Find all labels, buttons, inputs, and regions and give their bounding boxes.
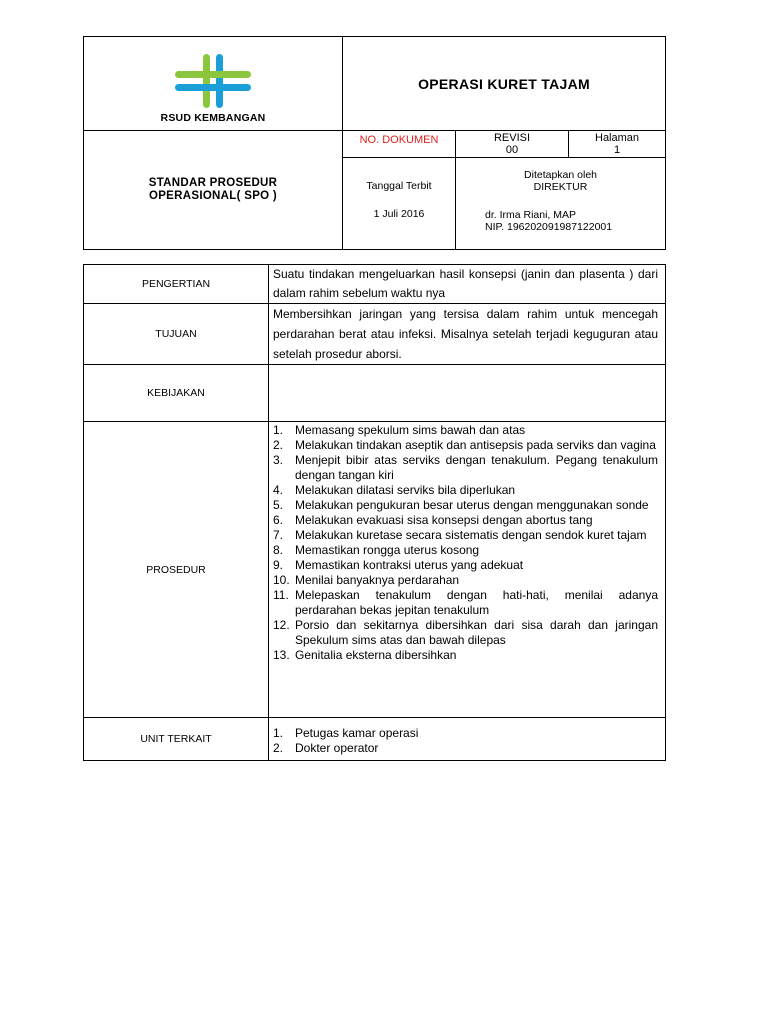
tanggal-value: 1 Juli 2016 <box>373 207 425 220</box>
prosedur-step <box>273 543 658 558</box>
tanggal-cell <box>343 158 456 250</box>
prosedur-step-text: Menjepit bibir atas serviks dengan tenakulum. Pegang tenakulum dengan tangan kiri <box>295 453 658 482</box>
halaman-label: Halaman <box>595 132 640 144</box>
prosedur-step <box>273 528 658 543</box>
prosedur-step-number: 4. <box>273 483 284 497</box>
hospital-logo-icon <box>175 54 251 108</box>
prosedur-step-number: 5. <box>273 498 284 512</box>
prosedur-step <box>273 648 658 663</box>
prosedur-step-text: Memasang spekulum sims bawah dan atas <box>295 423 526 437</box>
prosedur-row <box>84 422 666 718</box>
tujuan-text: Membersihkan jaringan yang tersisa dalam rahim untuk mencegah perdarahan berat atau infeksi. Misalnya setelah terjadi keguguran atau setelah prosedur aborsi. <box>269 304 666 365</box>
prosedur-step <box>273 483 658 498</box>
prosedur-step-text: Memastikan rongga uterus kosong <box>295 543 480 557</box>
pengertian-text: Suatu tindakan mengeluarkan hasil konsepsi (janin dan plasenta ) dari dalam rahim sebelum waktu nya <box>269 265 666 304</box>
prosedur-step-text: Melakukan pengukuran besar uterus dengan menggunakan sonde <box>295 498 649 512</box>
prosedur-step <box>273 558 658 573</box>
prosedur-step <box>273 573 658 588</box>
pengertian-row <box>84 265 666 304</box>
ditetapkan-cell <box>456 158 666 250</box>
signatory-nip: NIP. 196202091987122001 <box>485 221 613 233</box>
prosedur-step-number: 10. <box>273 573 290 587</box>
halaman-value: 1 <box>613 144 621 156</box>
document-title: OPERASI KURET TAJAM <box>343 37 666 131</box>
prosedur-step <box>273 438 658 453</box>
kebijakan-row <box>84 365 666 422</box>
unit-label: UNIT TERKAIT <box>84 718 269 761</box>
prosedur-cell <box>269 422 666 718</box>
unit-list <box>273 726 658 756</box>
prosedur-step-number: 8. <box>273 543 284 557</box>
prosedur-step <box>273 498 658 513</box>
ditetapkan-role: DIREKTUR <box>533 181 588 193</box>
prosedur-list <box>273 423 658 663</box>
prosedur-step-number: 12. <box>273 618 290 632</box>
prosedur-step-number: 3. <box>273 453 284 467</box>
unit-row <box>84 718 666 761</box>
prosedur-step-number: 2. <box>273 438 284 452</box>
spo-cell <box>84 131 343 250</box>
halaman-cell <box>569 131 666 158</box>
prosedur-step-number: 7. <box>273 528 284 542</box>
prosedur-step-number: 1. <box>273 423 284 437</box>
prosedur-label: PROSEDUR <box>84 422 269 718</box>
prosedur-step-text: Melakukan tindakan aseptik dan antisepsis pada serviks dan vagina <box>295 438 656 452</box>
logo-cell <box>84 37 343 131</box>
prosedur-step-text: Melakukan dilatasi serviks bila diperlukan <box>295 483 516 497</box>
tujuan-label: TUJUAN <box>84 304 269 365</box>
unit-item-number: 2. <box>273 741 284 755</box>
spo-line-1: STANDAR PROSEDUR <box>148 177 278 189</box>
prosedur-step-text: Memastikan kontraksi uterus yang adekuat <box>295 558 524 572</box>
tanggal-label: Tanggal Terbit <box>366 179 432 192</box>
prosedur-step <box>273 513 658 528</box>
prosedur-step-text: Porsio dan sekitarnya dibersihkan dari sisa darah dan jaringan Spekulum sims atas dan bawah dilepas <box>295 618 658 647</box>
prosedur-step-number: 9. <box>273 558 284 572</box>
unit-item-text: Petugas kamar operasi <box>295 726 419 740</box>
revisi-value: 00 <box>505 144 519 156</box>
document-header-table <box>83 36 666 250</box>
signatory-name: dr. Irma Riani, MAP <box>485 209 577 221</box>
prosedur-step <box>273 453 658 483</box>
no-dokumen-cell <box>343 131 456 158</box>
pengertian-label: PENGERTIAN <box>84 265 269 304</box>
kebijakan-text <box>269 365 666 422</box>
revisi-cell <box>456 131 569 158</box>
prosedur-step-number: 6. <box>273 513 284 527</box>
prosedur-step-text: Melepaskan tenakulum dengan hati-hati, menilai adanya perdarahan bekas jepitan tenakulum <box>295 588 658 617</box>
unit-item <box>273 726 658 741</box>
prosedur-step-text: Menilai banyaknya perdarahan <box>295 573 460 587</box>
prosedur-step-text: Melakukan kuretase secara sistematis dengan sendok kuret tajam <box>295 528 647 542</box>
unit-item <box>273 741 658 756</box>
no-dokumen-label: NO. DOKUMEN <box>359 134 439 146</box>
kebijakan-label: KEBIJAKAN <box>84 365 269 422</box>
prosedur-step <box>273 588 658 618</box>
spo-line-2: OPERASIONAL( SPO ) <box>148 190 278 202</box>
revisi-label: REVISI <box>493 132 531 144</box>
procedure-table <box>83 264 666 761</box>
prosedur-step-text: Genitalia eksterna dibersihkan <box>295 648 457 662</box>
prosedur-step <box>273 423 658 438</box>
unit-item-text: Dokter operator <box>295 741 379 755</box>
unit-cell <box>269 718 666 761</box>
unit-item-number: 1. <box>273 726 284 740</box>
prosedur-step-number: 13. <box>273 648 290 662</box>
org-name: RSUD KEMBANGAN <box>160 111 266 124</box>
tujuan-row <box>84 304 666 365</box>
prosedur-step <box>273 618 658 648</box>
prosedur-step-text: Melakukan evakuasi sisa konsepsi dengan abortus tang <box>295 513 593 527</box>
prosedur-step-number: 11. <box>273 588 289 602</box>
ditetapkan-label: Ditetapkan oleh <box>524 169 597 181</box>
